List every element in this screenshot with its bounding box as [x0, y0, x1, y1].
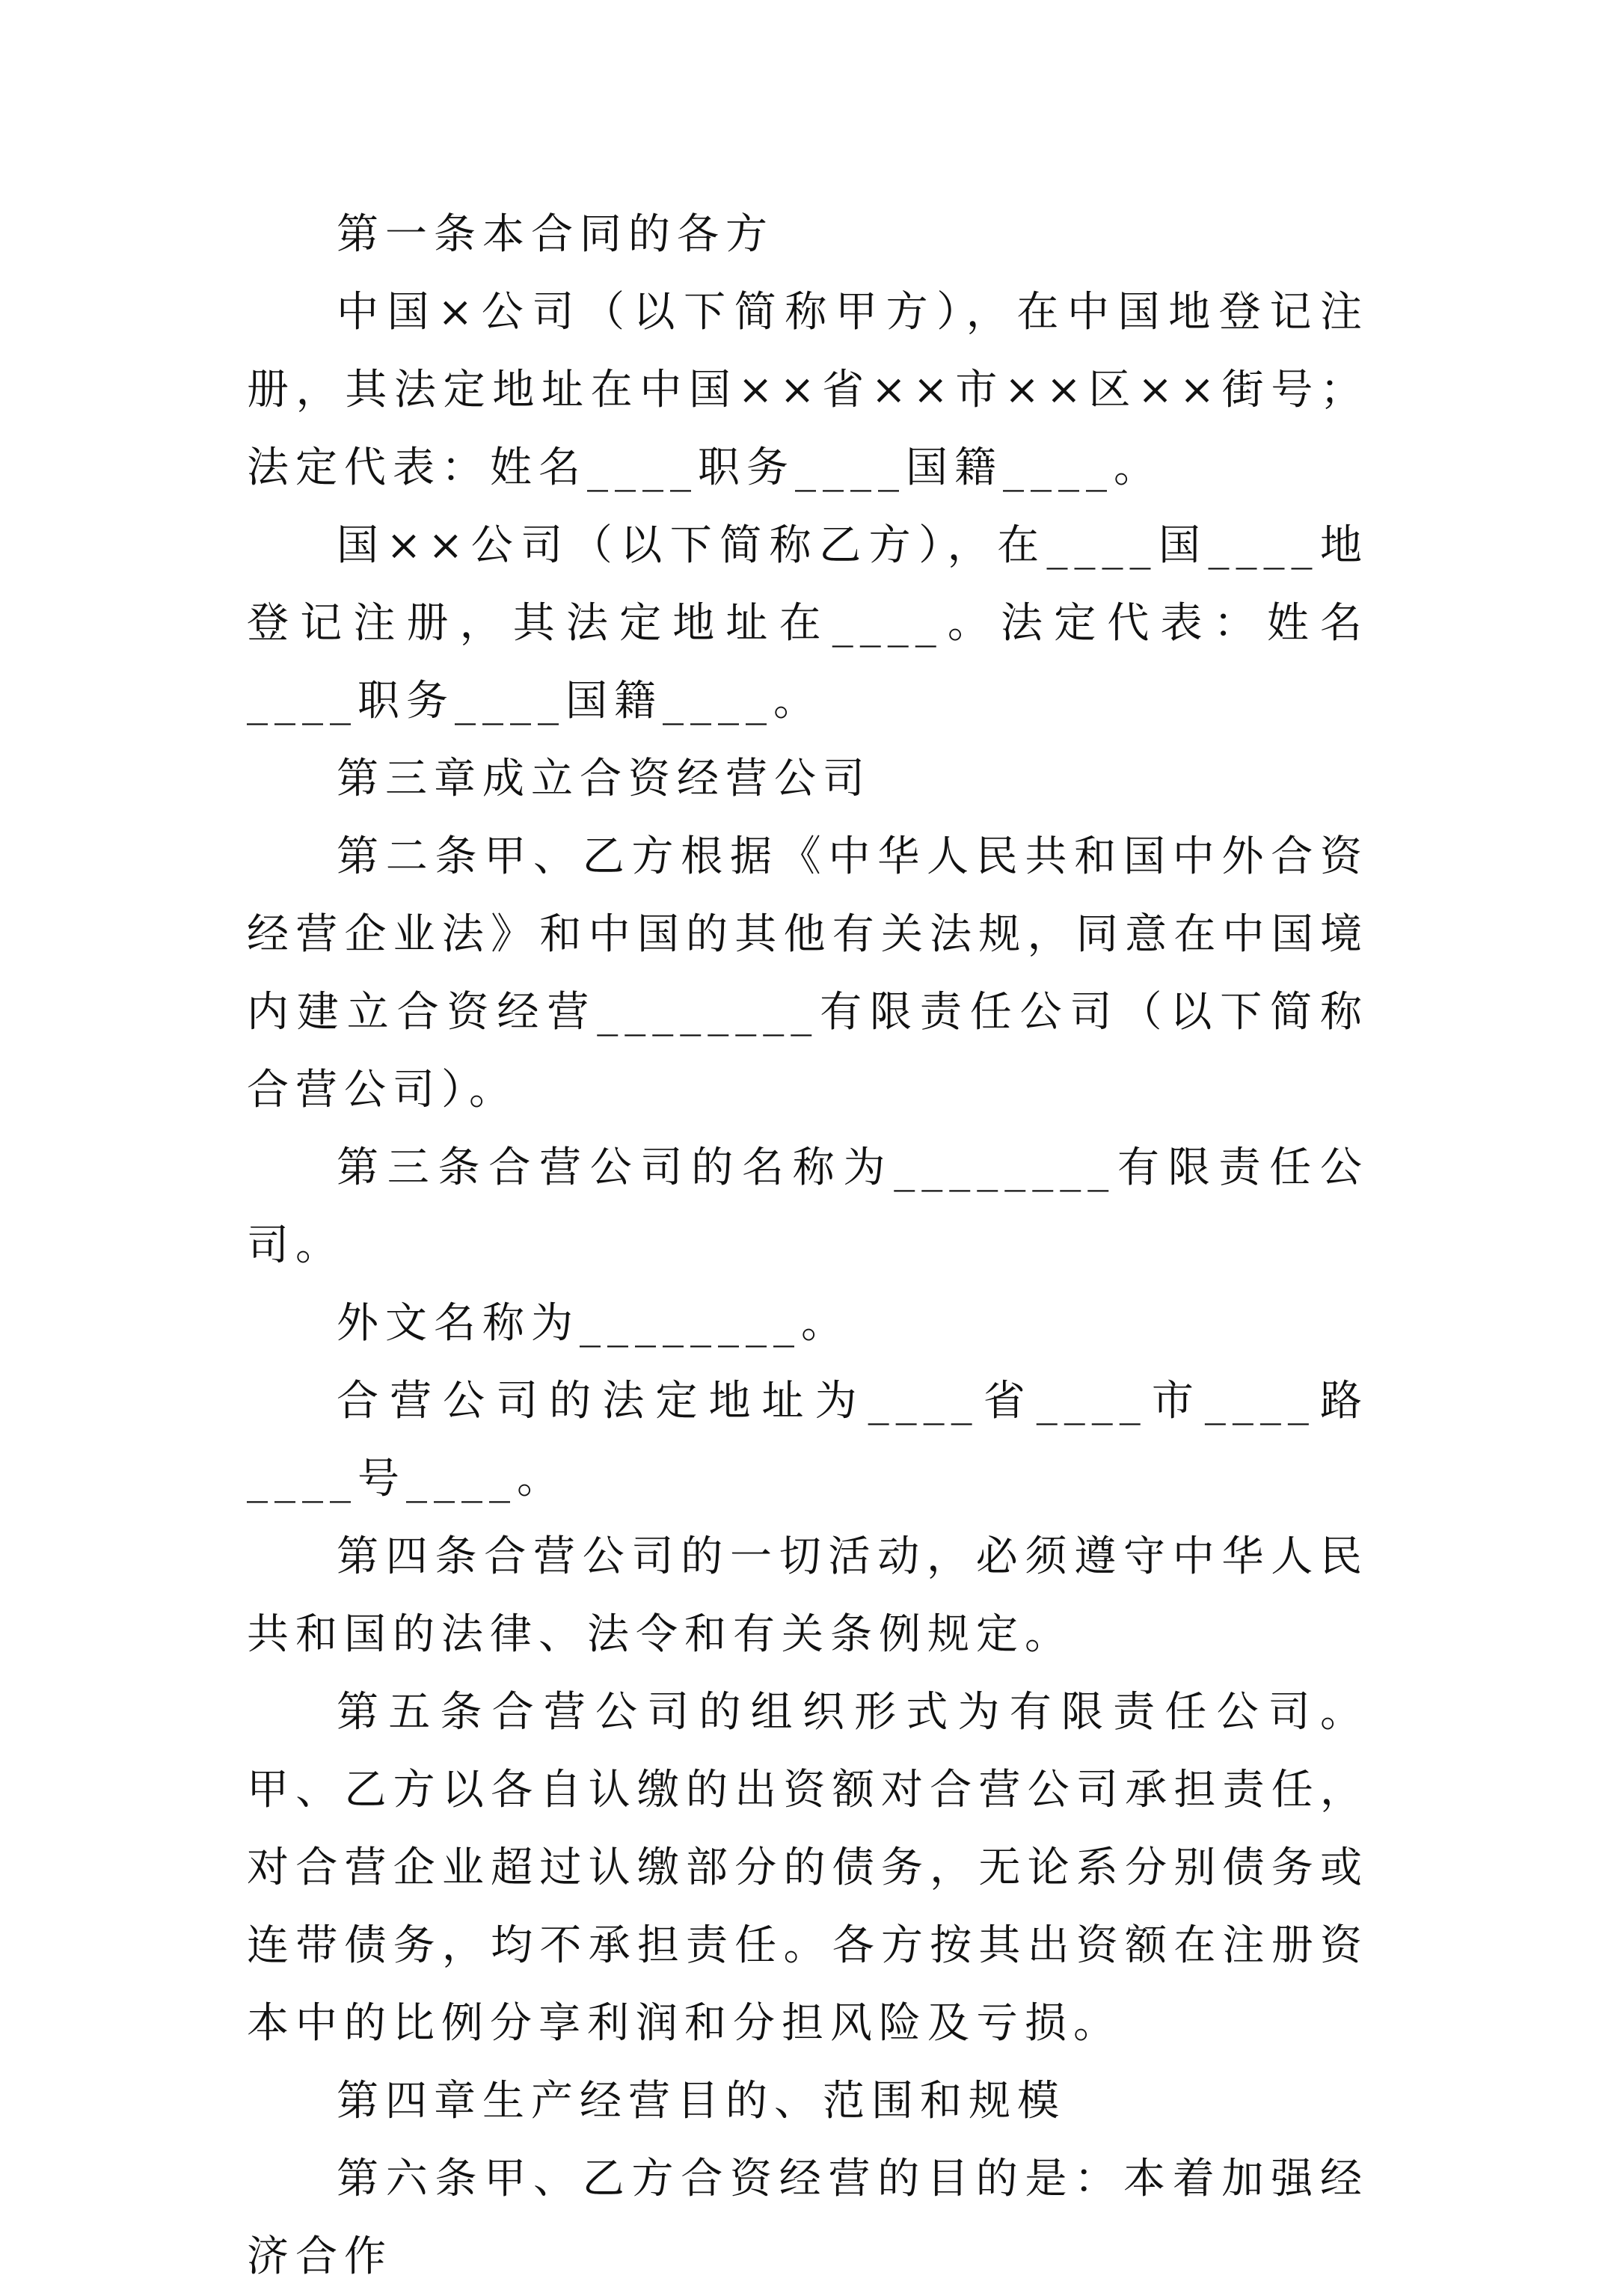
article-1-heading: 第一条本合同的各方 [337, 210, 774, 259]
party-a-paragraph: 中国×公司（以下简称甲方），在中国地登记注册，其法定地址在中国××省××市××区××街号；法定代表：姓名____职务____国籍____。 [247, 288, 1369, 492]
chapter-3-heading: 第三章成立合资经营公司 [337, 755, 871, 803]
contract-body [247, 196, 1369, 2296]
chapter-4-heading: 第四章生产经营目的、范围和规模 [337, 2077, 1066, 2125]
article-2-paragraph: 第二条甲、乙方根据《中华人民共和国中外合资经营企业法》和中国的其他有关法规，同意在中国境内建立合资经营________有限责任公司（以下简称合营公司）。 [247, 832, 1369, 1114]
article-5-paragraph: 第五条合营公司的组织形式为有限责任公司。甲、乙方以各自认缴的出资额对合营公司承担责任，对合营企业超过认缴部分的债务，无论系分别债务或连带债务，均不承担责任。各方按其出资额在注册资本中的比例分享利润和分担风险及亏损。 [247, 1688, 1369, 2048]
article-3-paragraph: 第三条合营公司的名称为________有限责任公司。 [247, 1144, 1369, 1270]
legal-address-paragraph: 合营公司的法定地址为____省____市____路____号____。 [247, 1377, 1369, 1503]
article-6-paragraph: 第六条甲、乙方合资经营的目的是：本着加强经济合作 [247, 2155, 1369, 2281]
article-4-paragraph: 第四条合营公司的一切活动，必须遵守中华人民共和国的法律、法令和有关条例规定。 [247, 1532, 1369, 1659]
party-b-paragraph: 国××公司（以下简称乙方），在____国____地登记注册，其法定地址在____。法定代表：姓名____职务____国籍____。 [247, 521, 1369, 725]
foreign-name-paragraph: 外文名称为________。 [337, 1299, 850, 1348]
